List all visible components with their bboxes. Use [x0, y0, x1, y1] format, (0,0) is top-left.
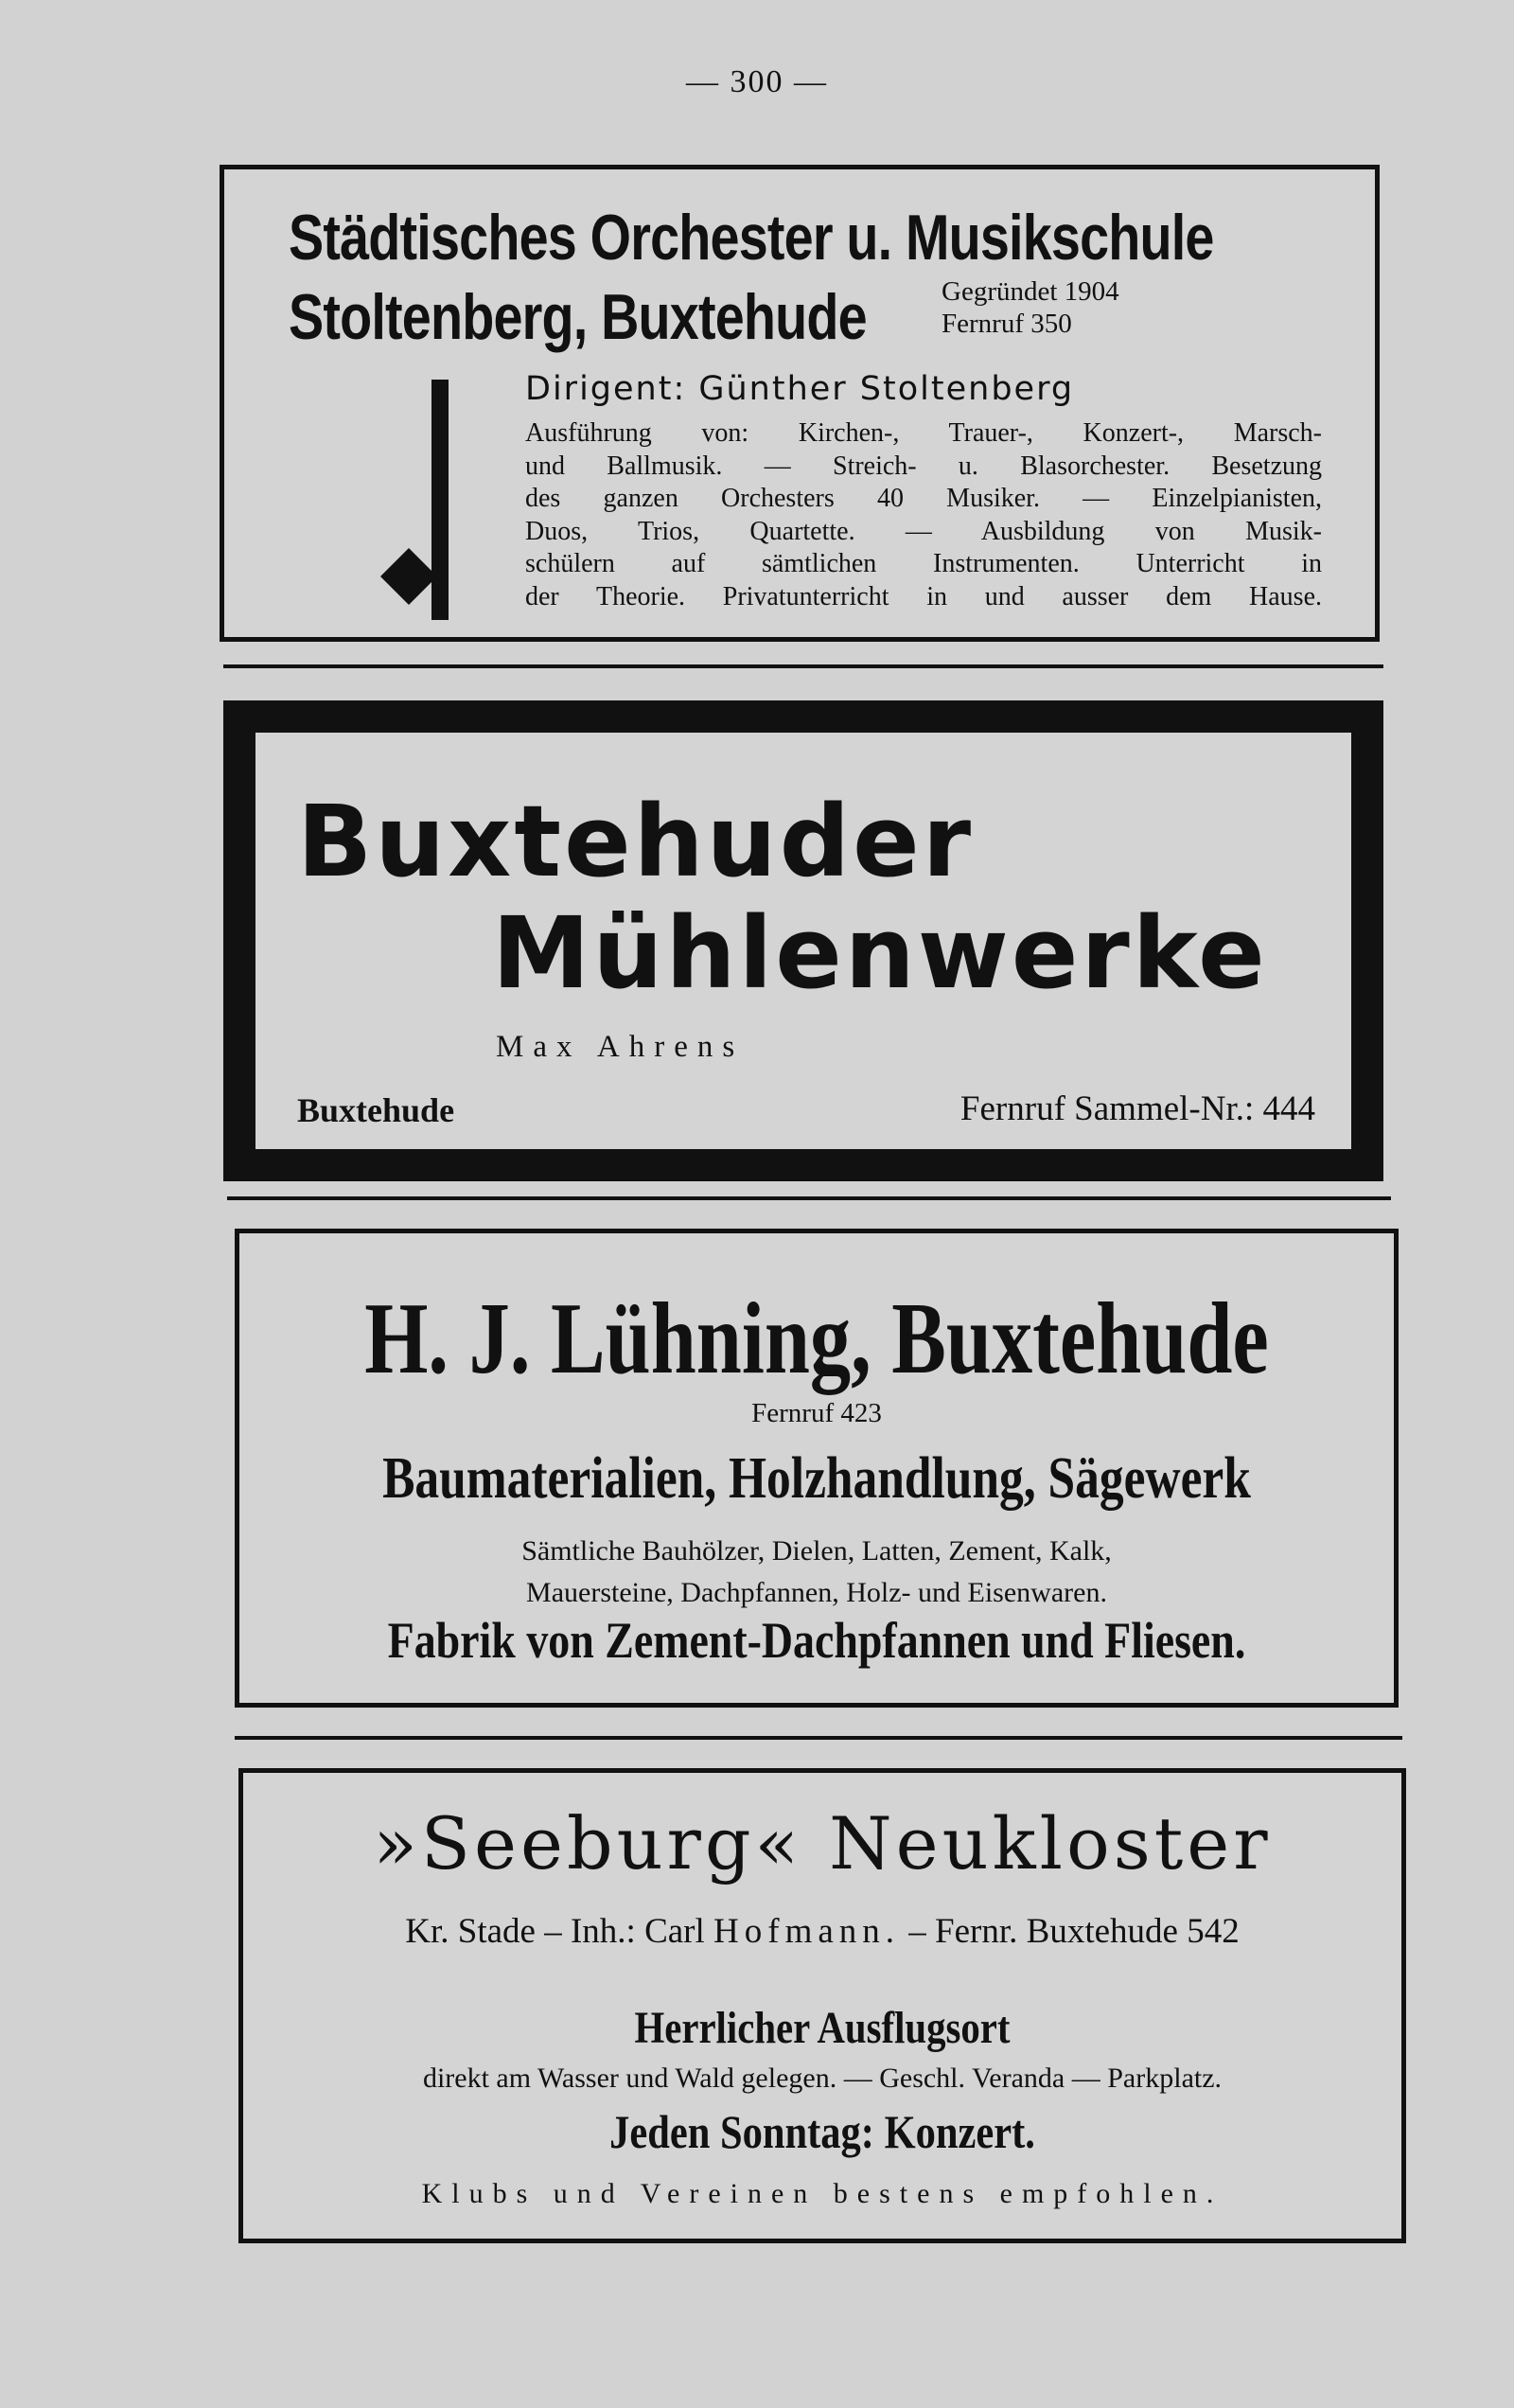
phone-text: Fernruf 350: [942, 309, 1072, 339]
ad-orchestra-body: [525, 417, 1322, 613]
body-line: des ganzen Orchesters 40 Musiker. — Einzelpianisten,: [525, 484, 1322, 513]
ad-luehning-phone: Fernruf 423: [751, 1398, 882, 1428]
divider-rule: [227, 1196, 1391, 1200]
body-line: Ausführung von: Kirchen-, Trauer-, Konzert-, Marsch-: [525, 418, 1322, 448]
ad-orchestra-conductor: Dirigent: Günther Stoltenberg: [525, 370, 1075, 408]
ad-mill-title-line1: Buxtehuder: [297, 784, 974, 899]
ad-orchestra-title-line1: Städtisches Orchester u. Musikschule: [289, 202, 1214, 274]
body-line: schülern auf sämtlichen Instrumenten. Unterricht in: [525, 549, 1322, 578]
subtitle-part: – Fernr. Buxtehude 542: [908, 1912, 1240, 1951]
ad-seeburg: [238, 1768, 1406, 2243]
body-line: und Ballmusik. — Streich- u. Blasorchester. Besetzung: [525, 451, 1322, 481]
ad-seeburg-title: »Seeburg« Neukloster: [373, 1801, 1272, 1886]
ad-luehning-title: H. J. Lühning, Buxtehude: [364, 1283, 1269, 1395]
ad-seeburg-recommend: Klubs und Vereinen bestens empfohlen.: [421, 2178, 1224, 2209]
body-line: der Theorie. Privatunterricht in und ausser dem Hause.: [525, 581, 1322, 611]
ad-seeburg-concert: Jeden Sonntag: Konzert.: [609, 2105, 1035, 2158]
ad-orchestra-title-line2: Stoltenberg, Buxtehude: [289, 281, 867, 353]
ad-orchestra: [220, 165, 1380, 642]
ad-mill-city: Buxtehude: [297, 1091, 455, 1129]
goods-line: Mauersteine, Dachpfannen, Holz- und Eisenwaren.: [526, 1577, 1107, 1608]
founded-text: Gegründet 1904: [942, 276, 1119, 307]
ad-luehning-goods: [239, 1531, 1394, 1614]
divider-rule: [235, 1736, 1402, 1740]
ad-luehning-factory: Fabrik von Zement-Dachpfannen und Fliesen.: [387, 1612, 1246, 1669]
ad-luehning-trade: Baumaterialien, Holzhandlung, Sägewerk: [382, 1446, 1251, 1511]
owner-name: Hofmann.: [713, 1912, 901, 1951]
goods-line: Sämtliche Bauhölzer, Dielen, Latten, Zement, Kalk,: [521, 1535, 1112, 1567]
divider-rule: [223, 664, 1383, 668]
ad-mill-owner: Max Ahrens: [496, 1030, 745, 1064]
ad-luehning: [235, 1229, 1399, 1708]
ad-seeburg-location: direkt am Wasser und Wald gelegen. — Geschl. Veranda — Parkplatz.: [422, 2063, 1223, 2094]
subtitle-part: Kr. Stade – Inh.: Carl: [405, 1912, 705, 1951]
ad-mill: [223, 700, 1383, 1181]
ad-orchestra-founded: [942, 275, 1119, 340]
ad-mill-phone: Fernruf Sammel-Nr.: 444: [959, 1089, 1315, 1128]
page-number: — 300 —: [686, 64, 828, 99]
ad-seeburg-subtitle: [243, 1911, 1401, 1952]
body-line: Duos, Trios, Quartette. — Ausbildung von Musik-: [525, 516, 1322, 546]
music-note-icon: [380, 380, 449, 620]
ad-seeburg-headline: Herrlicher Ausflugsort: [634, 2003, 1011, 2053]
ad-mill-title-line2: Mühlenwerke: [492, 895, 1268, 1011]
